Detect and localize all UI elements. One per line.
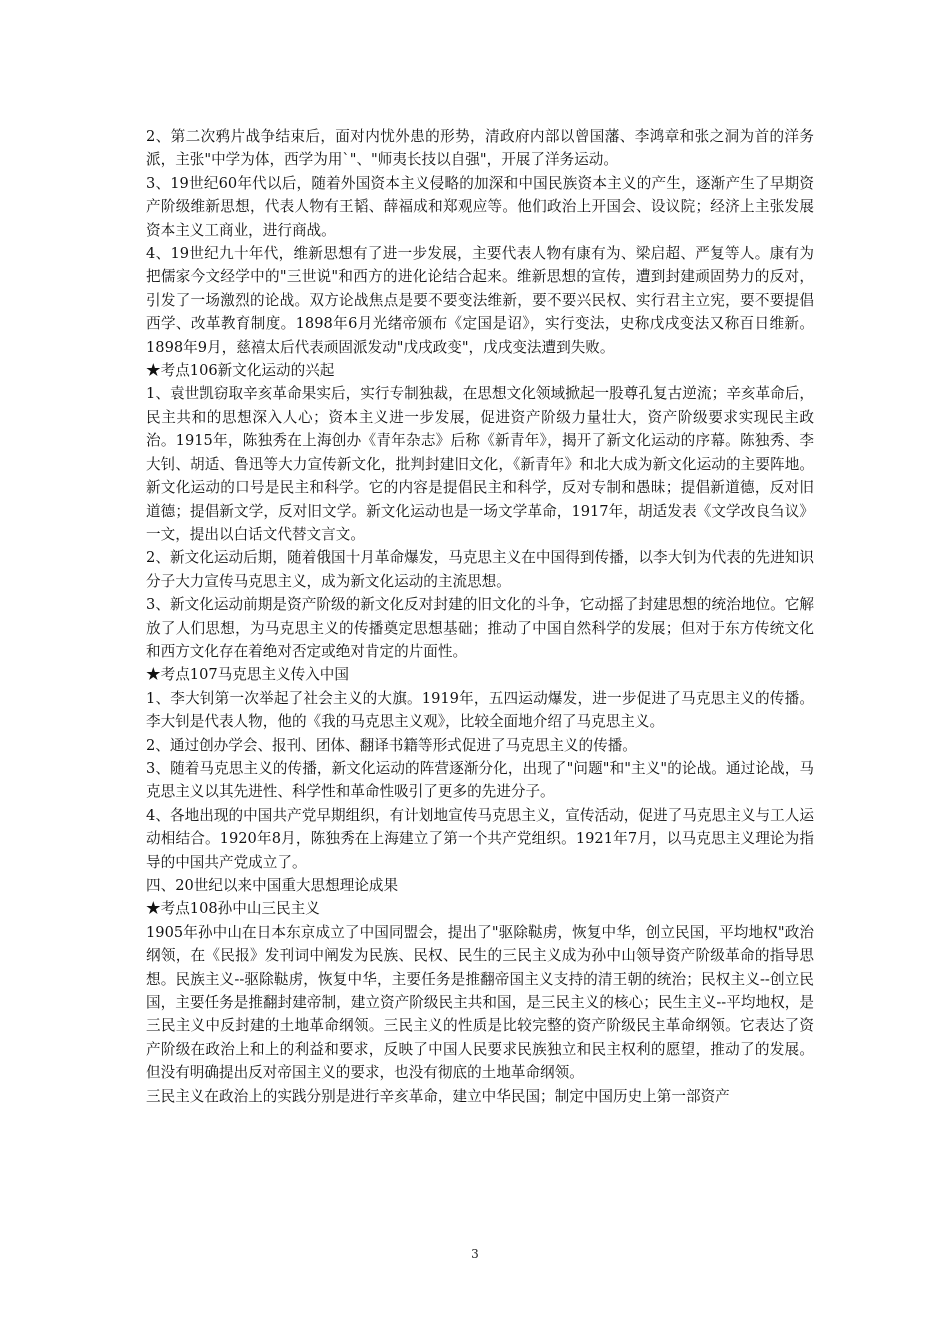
section-heading: 四、20世纪以来中国重大思想理论成果 [146,877,399,894]
section-heading: ★考点107马克思主义传入中国 [146,666,349,684]
paragraph: 三民主义在政治上的实践分别是进行辛亥革命，建立中华民国；制定中国历史上第一部资产 [146,1087,730,1105]
paragraph: 4、各地出现的中国共产党早期组织，有计划地宣传马克思主义，宣传活动，促进了马克思主义与工人运动相结合。1920年8月，陈独秀在上海建立了第一个共产党组织。1921年7月，以马克思主义理论为指导的中国共产党成立了。 [146,806,814,871]
paragraph: 2、新文化运动后期，随着俄国十月革命爆发，马克思主义在中国得到传播，以李大钊为代表的先进知识分子大力宣传马克思主义，成为新文化运动的主流思想。 [146,549,814,590]
section-heading: ★考点108孙中山三民主义 [146,900,320,918]
paragraph: 2、第二次鸦片战争结束后，面对内忧外患的形势，清政府内部以曾国藩、李鸿章和张之洞为首的洋务派，主张"中学为体，西学为用`"、"师夷长技以自强"，开展了洋务运动。 [146,128,814,169]
paragraph: 1905年孙中山在日本东京成立了中国同盟会，提出了"驱除鞑虏，恢复中华，创立民国，平均地权"政治纲领，在《民报》发刊词中阐发为民族、民权、民生的三民主义成为孙中山领导资产阶级革命的指导思想。民族主义--驱除鞑虏，恢复中华，主要任务是推翻帝国主义支持的清王朝的统治；民权主义--创立民国，主要任务是推翻封建帝制，建立资产阶级民主共和国，是三民主义的核心；民生主义--平均地权，是三民主义中反封建的土地革命纲领。三民主义的性质是比较完整的资产阶级民主革命纲领。它表达了资产阶级在政治上和上的利益和要求，反映了中国人民要求民族独立和民主权利的愿望，推动了的发展。但没有明确提出反对帝国主义的要求，也没有彻底的土地革命纲领。 [146,923,814,1082]
paragraph: 4、19世纪九十年代，维新思想有了进一步发展，主要代表人物有康有为、梁启超、严复等人。康有为把儒家今文经学中的"三世说"和西方的进化论结合起来。维新思想的宣传，遭到封建顽固势力的反对，引发了一场激烈的论战。双方论战焦点是要不要变法维新，要不要兴民权、实行君主立宪，要不要提倡西学、改革教育制度。1898年6月光绪帝颁布《定国是诏》，实行变法，史称戊戌变法又称百日维新。1898年9月，慈禧太后代表顽固派发动"戊戌政变"，戊戌变法遭到失败。 [146,245,814,356]
paragraph: 1、袁世凯窃取辛亥革命果实后，实行专制独裁，在思想文化领域掀起一股尊孔复古逆流；辛亥革命后，民主共和的思想深入人心；资本主义进一步发展，促进资产阶级力量壮大，资产阶级要求实现民主政治。1915年，陈独秀在上海创办《青年杂志》后称《新青年》，揭开了新文化运动的序幕。陈独秀、李大钊、胡适、鲁迅等大力宣传新文化，批判封建旧文化，《新青年》和北大成为新文化运动的主要阵地。新文化运动的口号是民主和科学。它的内容是提倡民主和科学，反对专制和愚昧；提倡新道德，反对旧道德；提倡新文学，反对旧文学。新文化运动也是一场文学革命，1917年，胡适发表《文学改良刍议》一文，提出以白话文代替文言文。 [146,385,814,543]
page-number: 3 [471,1247,479,1261]
paragraph: 2、通过创办学会、报刊、团体、翻译书籍等形式促进了马克思主义的传播。 [146,736,637,754]
paragraph: 3、新文化运动前期是资产阶级的新文化反对封建的旧文化的斗争，它动摇了封建思想的统治地位。它解放了人们思想，为马克思主义的传播奠定思想基础；推动了中国自然科学的发展；但对于东方传统文化和西方文化存在着绝对否定或绝对肯定的片面性。 [146,596,814,660]
document-body [146,125,814,1108]
paragraph: 3、19世纪60年代以后，随着外国资本主义侵略的加深和中国民族资本主义的产生，逐渐产生了早期资产阶级维新思想，代表人物有王韬、薛福成和郑观应等。他们政治上开国会、设议院；经济上主张发展资本主义工商业，进行商战。 [146,174,814,239]
paragraph: 1、李大钊第一次举起了社会主义的大旗。1919年，五四运动爆发，进一步促进了马克思主义的传播。李大钊是代表人物，他的《我的马克思主义观》，比较全面地介绍了马克思主义。 [146,689,814,731]
section-heading: ★考点106新文化运动的兴起 [146,362,335,380]
paragraph: 3、随着马克思主义的传播，新文化运动的阵营逐渐分化，出现了"问题"和"主义"的论战。通过论战，马克思主义以其先进性、科学性和革命性吸引了更多的先进分子。 [146,759,814,801]
